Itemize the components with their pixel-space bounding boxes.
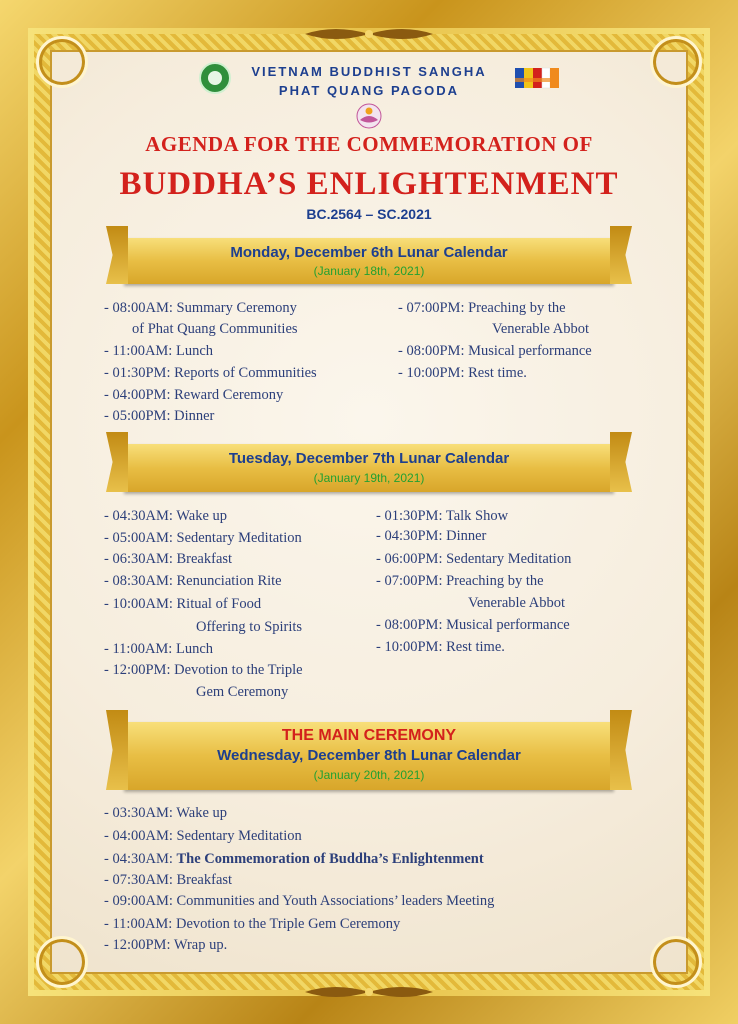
item-activity: Musical performance <box>446 617 570 633</box>
list-item <box>104 894 494 909</box>
era-subtitle: BC.2564 – SC.2021 <box>306 206 432 222</box>
list-item <box>398 344 592 359</box>
item-time: - 08:00PM: <box>398 343 465 359</box>
main-ceremony-heading: THE MAIN CEREMONY <box>281 727 457 744</box>
day-title: Wednesday, December 8th Lunar Calendar <box>217 747 521 764</box>
item-activity: Wake up <box>176 508 228 524</box>
list-item <box>376 574 544 589</box>
item-activity: Rest time. <box>446 639 505 655</box>
item-time: - 12:00PM: <box>104 937 171 953</box>
item-time: - 04:00AM: <box>104 828 173 844</box>
agenda-title: AGENDA FOR THE COMMEMORATION OF <box>145 132 593 156</box>
list-item <box>132 322 298 337</box>
item-activity: Sedentary Meditation <box>446 551 572 567</box>
item-activity: Rest time. <box>468 365 527 381</box>
item-activity: Reports of Communities <box>174 365 317 381</box>
item-activity: Talk Show <box>445 508 509 524</box>
item-time: - 11:00AM: <box>104 343 173 359</box>
list-item <box>104 852 484 867</box>
item-time: - 11:00AM: <box>104 641 173 657</box>
item-time: - 12:00PM: <box>104 662 171 678</box>
item-activity: Renunciation Rite <box>176 573 282 589</box>
item-time: - 06:30AM: <box>104 551 173 567</box>
list-item <box>104 531 302 546</box>
list-item <box>492 322 589 337</box>
item-time: - 01:30PM: <box>104 365 171 381</box>
gregorian-date: (January 18th, 2021) <box>313 264 425 278</box>
day-banner-tuesday <box>124 444 614 492</box>
item-time: - 04:00PM: <box>104 387 171 403</box>
org-line-2: PHAT QUANG PAGODA <box>278 83 460 98</box>
item-activity: Communities and Youth Associations’ leaders Meeting <box>176 893 495 909</box>
event-title: BUDDHA’S ENLIGHTENMENT <box>119 166 619 202</box>
list-item <box>398 301 566 316</box>
day-title: Monday, December 6th Lunar Calendar <box>230 244 508 261</box>
list-item <box>104 642 213 657</box>
item-activity: Breakfast <box>176 551 233 567</box>
list-item <box>196 620 302 635</box>
corner-ornament-icon <box>650 936 702 988</box>
item-activity: Reward Ceremony <box>174 387 284 403</box>
item-time: - 04:30AM: <box>104 851 173 867</box>
item-activity: Musical performance <box>468 343 592 359</box>
item-activity: Sedentary Meditation <box>176 530 302 546</box>
item-activity: The Commemoration of Buddha’s Enlightenment <box>176 851 484 867</box>
item-activity: Dinner <box>446 528 487 544</box>
list-item <box>104 917 400 932</box>
item-time: - 09:00AM: <box>104 893 173 909</box>
list-item <box>376 529 486 544</box>
ornament-icon <box>300 24 438 44</box>
day-banner-wednesday <box>124 722 614 790</box>
list-item <box>104 388 283 403</box>
item-time: - 07:30AM: <box>104 872 173 888</box>
list-item <box>104 344 213 359</box>
corner-ornament-icon <box>36 936 88 988</box>
list-item <box>104 509 227 524</box>
list-item <box>104 873 232 888</box>
list-item <box>376 552 571 567</box>
item-time: - 04:30AM: <box>104 508 173 524</box>
list-item <box>376 509 508 524</box>
list-item <box>196 685 288 700</box>
item-time: - 10:00PM: <box>398 365 465 381</box>
item-activity: Preaching by the <box>446 573 544 589</box>
item-activity: Devotion to the Triple <box>174 662 303 678</box>
list-item <box>104 829 302 844</box>
list-item <box>376 640 505 655</box>
item-time: - 07:00PM: <box>376 573 443 589</box>
item-time: - 08:00PM: <box>376 617 443 633</box>
item-activity: Preaching by the <box>468 300 566 316</box>
item-time: - 05:00AM: <box>104 530 173 546</box>
item-activity: Devotion to the Triple Gem Ceremony <box>175 916 401 932</box>
item-activity: Lunch <box>175 343 214 359</box>
org-line-1: VIETNAM BUDDHIST SANGHA <box>251 64 487 79</box>
item-activity: Dinner <box>174 408 215 424</box>
item-activity: Ritual of Food <box>176 596 262 612</box>
list-item <box>104 574 282 589</box>
item-activity: Sedentary Meditation <box>176 828 302 844</box>
list-item <box>104 366 317 381</box>
gregorian-date: (January 19th, 2021) <box>313 471 425 485</box>
item-activity: Venerable Abbot <box>468 595 566 611</box>
gregorian-date: (January 20th, 2021) <box>313 768 425 782</box>
item-time: - 08:00AM: <box>104 300 173 316</box>
item-time: - 04:30PM: <box>376 528 443 544</box>
list-item <box>104 409 214 424</box>
day-banner-monday <box>124 238 614 284</box>
item-time: - 08:30AM: <box>104 573 173 589</box>
list-item <box>104 938 227 953</box>
item-activity: Lunch <box>175 641 214 657</box>
item-activity: Wake up <box>176 805 228 821</box>
lotus-icon <box>356 103 382 129</box>
item-time: - 06:00PM: <box>376 551 443 567</box>
item-activity: Offering to Spirits <box>196 619 303 635</box>
list-item <box>398 366 527 381</box>
item-activity: of Phat Quang Communities <box>132 321 298 337</box>
corner-ornament-icon <box>36 36 88 88</box>
item-activity: Gem Ceremony <box>196 684 289 700</box>
list-item <box>104 552 232 567</box>
item-time: - 07:00PM: <box>398 300 465 316</box>
item-time: - 03:30AM: <box>104 805 173 821</box>
item-activity: Breakfast <box>176 872 233 888</box>
list-item <box>104 663 303 678</box>
item-time: - 10:00PM: <box>376 639 443 655</box>
item-time: - 11:00AM: <box>104 916 173 932</box>
item-activity: Summary Ceremony <box>176 300 297 316</box>
list-item <box>104 806 227 821</box>
item-time: - 10:00AM: <box>104 596 173 612</box>
item-activity: Venerable Abbot <box>492 321 590 337</box>
list-item <box>104 301 297 316</box>
ornament-icon <box>300 982 438 1002</box>
list-item <box>104 597 261 612</box>
day-title: Tuesday, December 7th Lunar Calendar <box>228 450 510 467</box>
list-item <box>468 596 565 611</box>
item-time: - 05:00PM: <box>104 408 171 424</box>
item-time: - 01:30PM: <box>376 508 443 524</box>
list-item <box>376 618 570 633</box>
corner-ornament-icon <box>650 36 702 88</box>
item-activity: Wrap up. <box>173 937 228 953</box>
